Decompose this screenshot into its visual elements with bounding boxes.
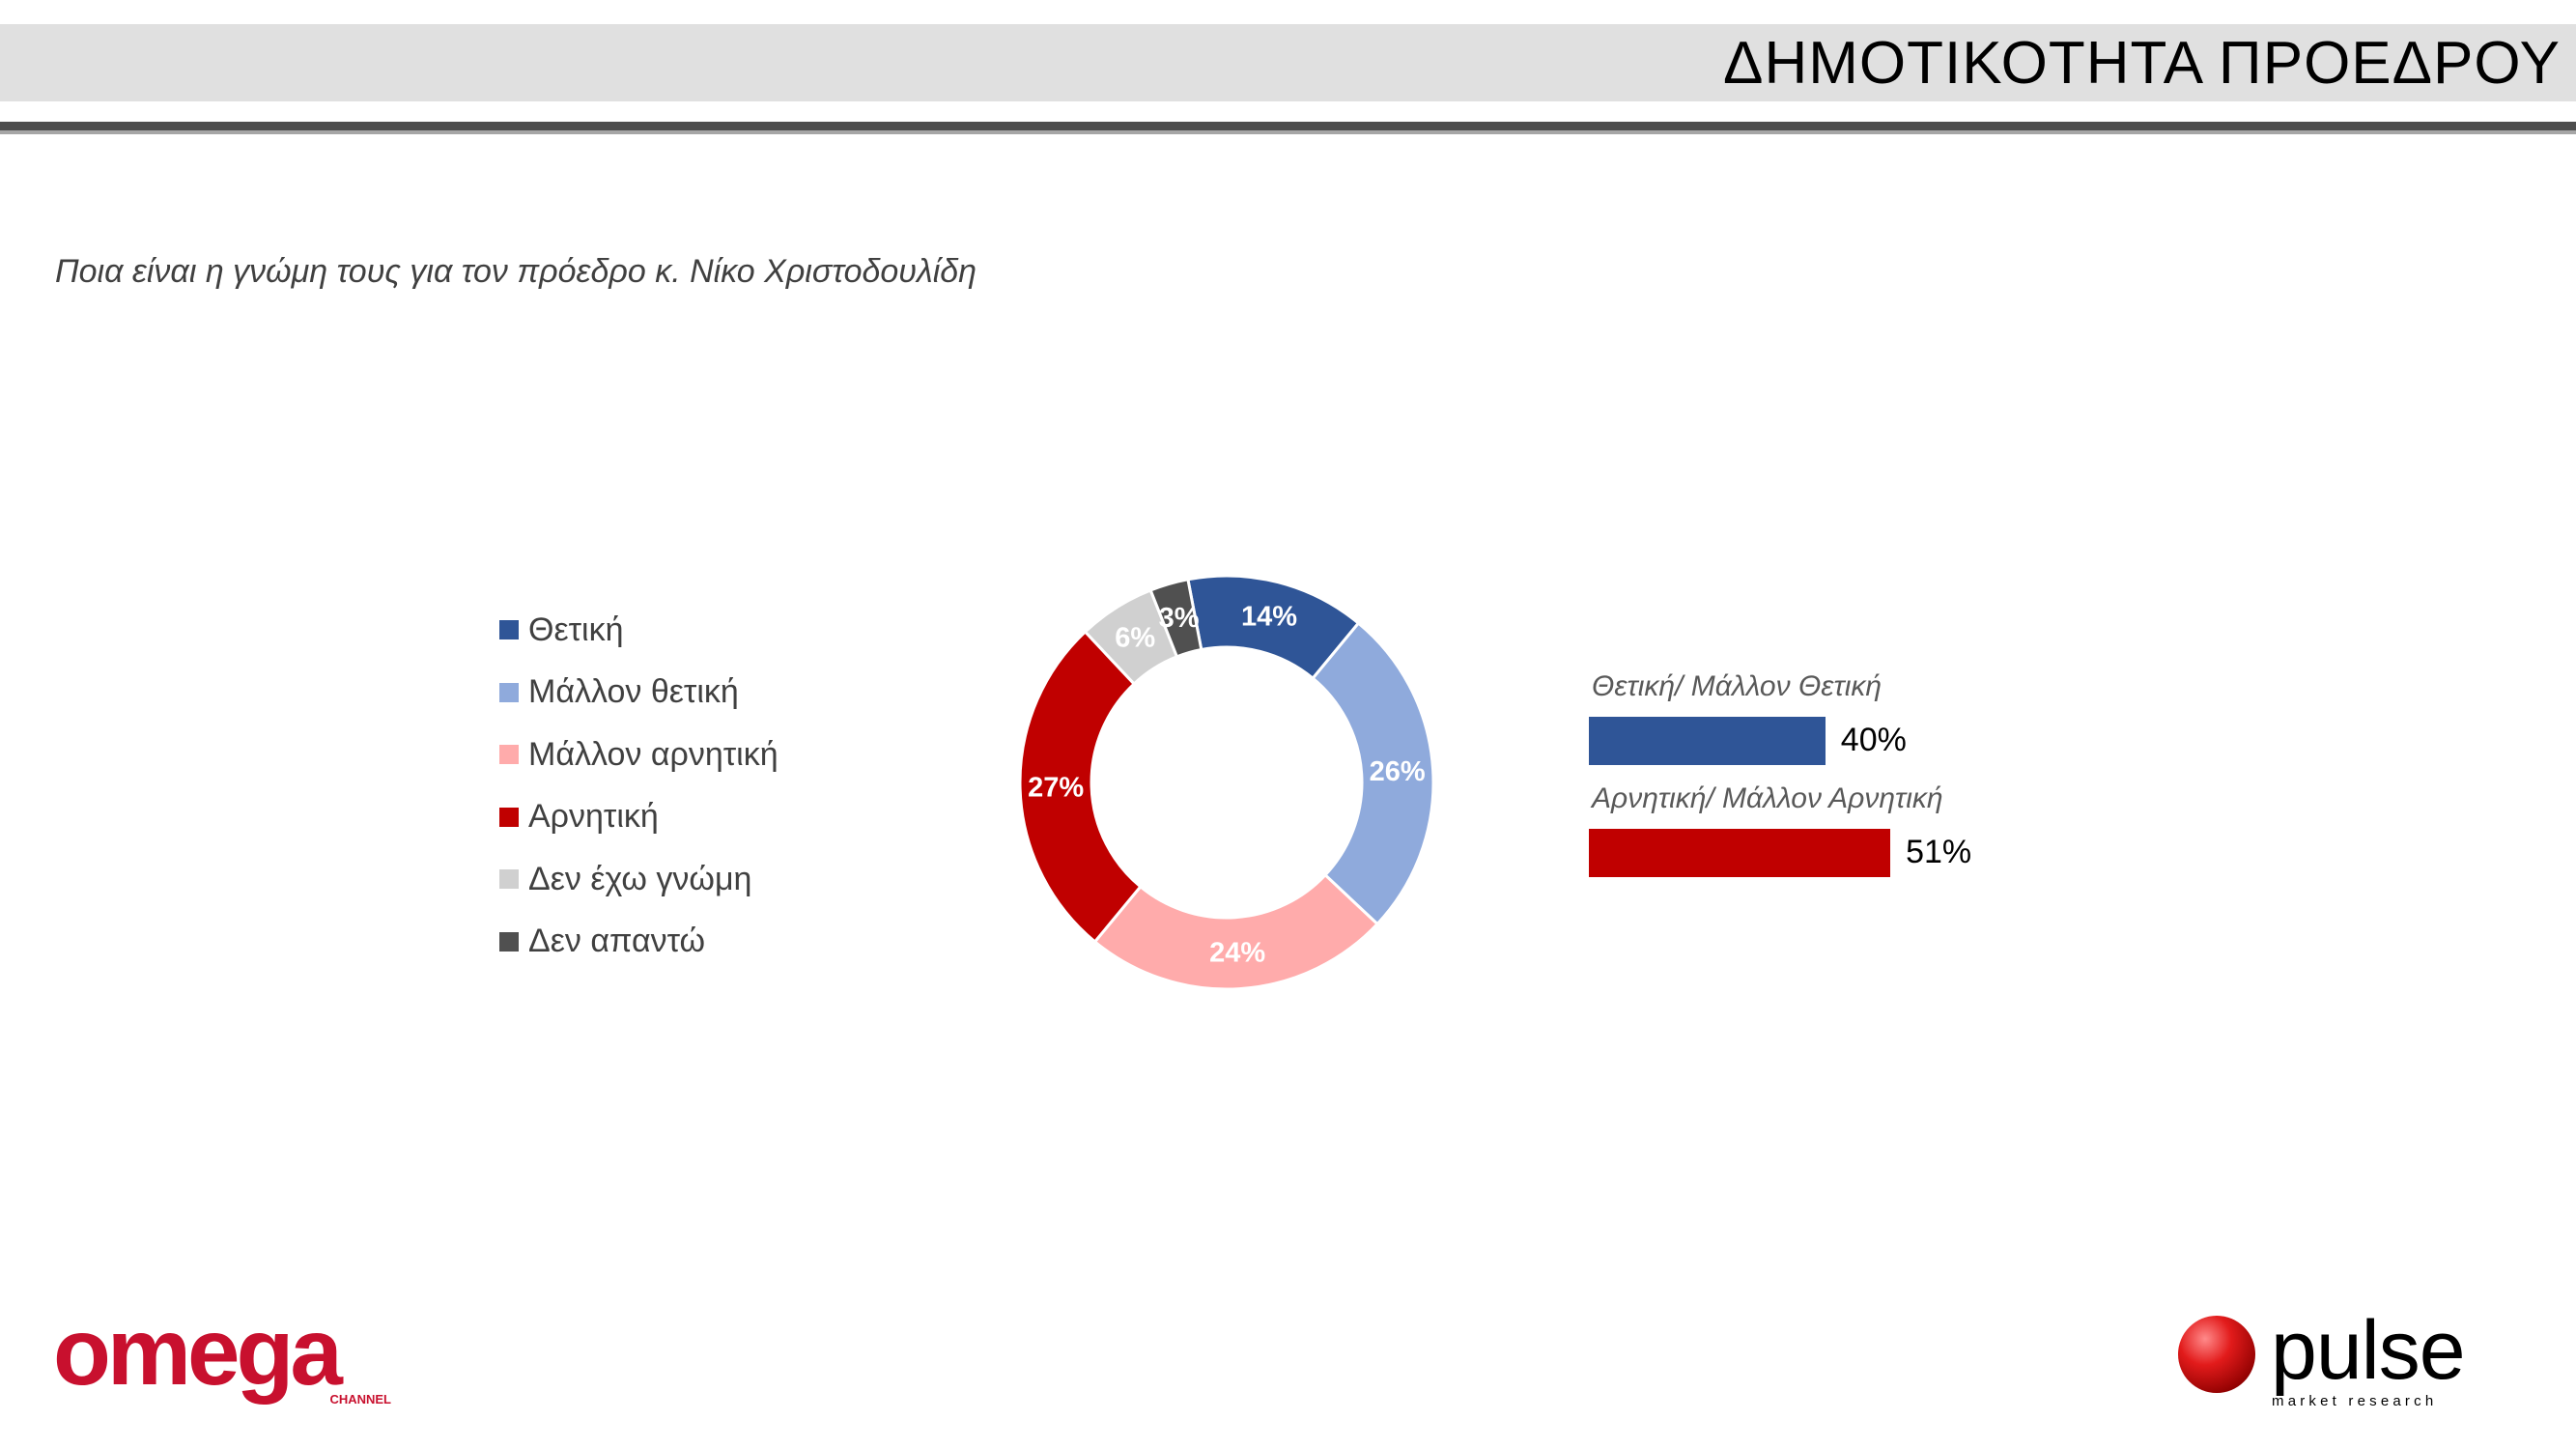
omega-logo bbox=[53, 1309, 401, 1415]
question-text: Ποια είναι η γνώμη τους για τον πρόεδρο κ. Νίκο Χριστοδουλίδη bbox=[55, 253, 977, 290]
summary-value-positive: 40% bbox=[1840, 722, 1907, 758]
legend-item-no-answer bbox=[499, 911, 778, 974]
legend-swatch bbox=[499, 869, 519, 889]
donut-data-label: 27% bbox=[1028, 772, 1085, 804]
legend-item-no-opinion bbox=[499, 848, 778, 911]
legend-swatch bbox=[499, 932, 519, 952]
donut-data-label: 3% bbox=[1158, 603, 1200, 635]
pulse-logo bbox=[2178, 1309, 2526, 1415]
legend-swatch bbox=[499, 808, 519, 827]
donut-chart bbox=[1005, 560, 1449, 1005]
legend-item-positive bbox=[499, 599, 778, 662]
legend-label: Αρνητική bbox=[528, 798, 659, 836]
page-title: ΔΗΜΟΤΙΚΟΤΗΤΑ ΠΡΟΕΔΡΟΥ bbox=[1723, 30, 2561, 97]
donut-data-label: 24% bbox=[1209, 937, 1266, 969]
summary-label-negative: Αρνητική/ Μάλλον Αρνητική bbox=[1592, 782, 1943, 814]
legend-item-negative bbox=[499, 786, 778, 849]
header-rule bbox=[0, 122, 2576, 130]
legend-label: Δεν απαντώ bbox=[528, 923, 706, 960]
donut-data-label: 6% bbox=[1115, 622, 1156, 654]
legend-label: Μάλλον θετική bbox=[528, 673, 739, 711]
summary-bars bbox=[1589, 667, 2072, 918]
summary-label-positive: Θετική/ Μάλλον Θετική bbox=[1592, 670, 1882, 702]
legend-item-rather-positive bbox=[499, 662, 778, 724]
legend-label: Θετική bbox=[528, 611, 624, 648]
legend-swatch bbox=[499, 620, 519, 639]
pulse-ball-icon bbox=[2178, 1316, 2255, 1393]
summary-value-negative: 51% bbox=[1906, 834, 1972, 870]
legend-swatch bbox=[499, 683, 519, 702]
header-rule-light bbox=[0, 130, 2576, 134]
pulse-logo-text: pulse bbox=[2271, 1309, 2465, 1397]
legend-label: Δεν έχω γνώμη bbox=[528, 860, 752, 897]
donut-data-label: 14% bbox=[1240, 601, 1298, 633]
donut-data-label: 26% bbox=[1369, 755, 1426, 787]
chart-legend bbox=[499, 599, 778, 973]
summary-bar-negative bbox=[1589, 829, 1890, 877]
omega-logo-subtext: CHANNEL bbox=[329, 1392, 391, 1406]
summary-bar-positive bbox=[1589, 717, 1826, 765]
omega-logo-text: omega bbox=[53, 1309, 339, 1405]
pulse-logo-subtext: market research bbox=[2272, 1393, 2438, 1409]
legend-item-rather-negative bbox=[499, 724, 778, 786]
legend-swatch bbox=[499, 745, 519, 764]
legend-label: Μάλλον αρνητική bbox=[528, 735, 778, 773]
